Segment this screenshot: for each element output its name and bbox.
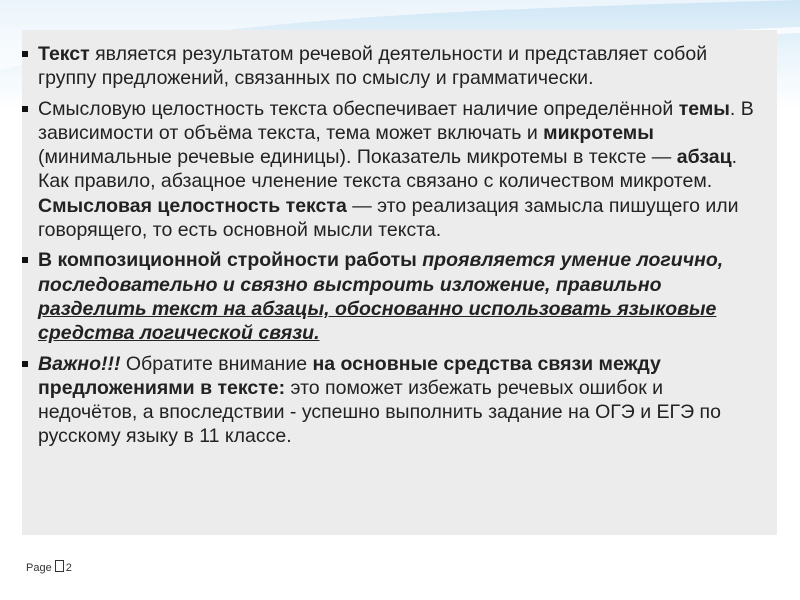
term-theme: темы (678, 97, 730, 120)
term-microthemes: микротемы (543, 121, 654, 144)
bullet-icon (22, 51, 28, 57)
bullet-icon (22, 106, 28, 112)
important-label: Важно!!! (38, 352, 121, 375)
paragraph-important: Важно!!! Обратите внимание на основные средства связи между предложениями в тексте: это поможет избежать речевых ошибок и недочётов, а впоследствии - успешно выполнить задание на ОГЭ и ЕГЭ по русскому языку в 11 классе. (22, 352, 762, 449)
term-paragraph: абзац (676, 146, 732, 169)
bullet-icon (22, 257, 28, 263)
bullet-icon (22, 361, 28, 367)
slide-content (22, 42, 762, 455)
placeholder-box-icon (55, 560, 64, 572)
term-semantic-integrity: Смысловая целостность текста (38, 194, 347, 217)
page-number: Page 2 (26, 562, 72, 574)
paragraph-semantic-integrity: Смысловую целостность текста обеспечивает наличие определённой темы. В зависимости от объёма текста, тема может включать и микротемы (минимальные речевые единицы). Показатель микротемы в тексте — абзац. Как правило, абзацное членение текста связано с количеством микротем. Смысловая целостность текста — это реализация замысла пишущего или говорящего, то есть основной мысли текста. (22, 97, 762, 243)
term-text: Текст (38, 43, 90, 65)
paragraph-text-definition: Текст является результатом речевой деятельности и представляет собой группу предложений, связанных по смыслу и грамматически. (22, 42, 762, 91)
paragraph-composition: В композиционной стройности работы проявляется умение логично, последовательно и связно выстроить изложение, правильно разделить текст на абзацы, обоснованно использовать языковые средства логической связи. (22, 248, 762, 345)
